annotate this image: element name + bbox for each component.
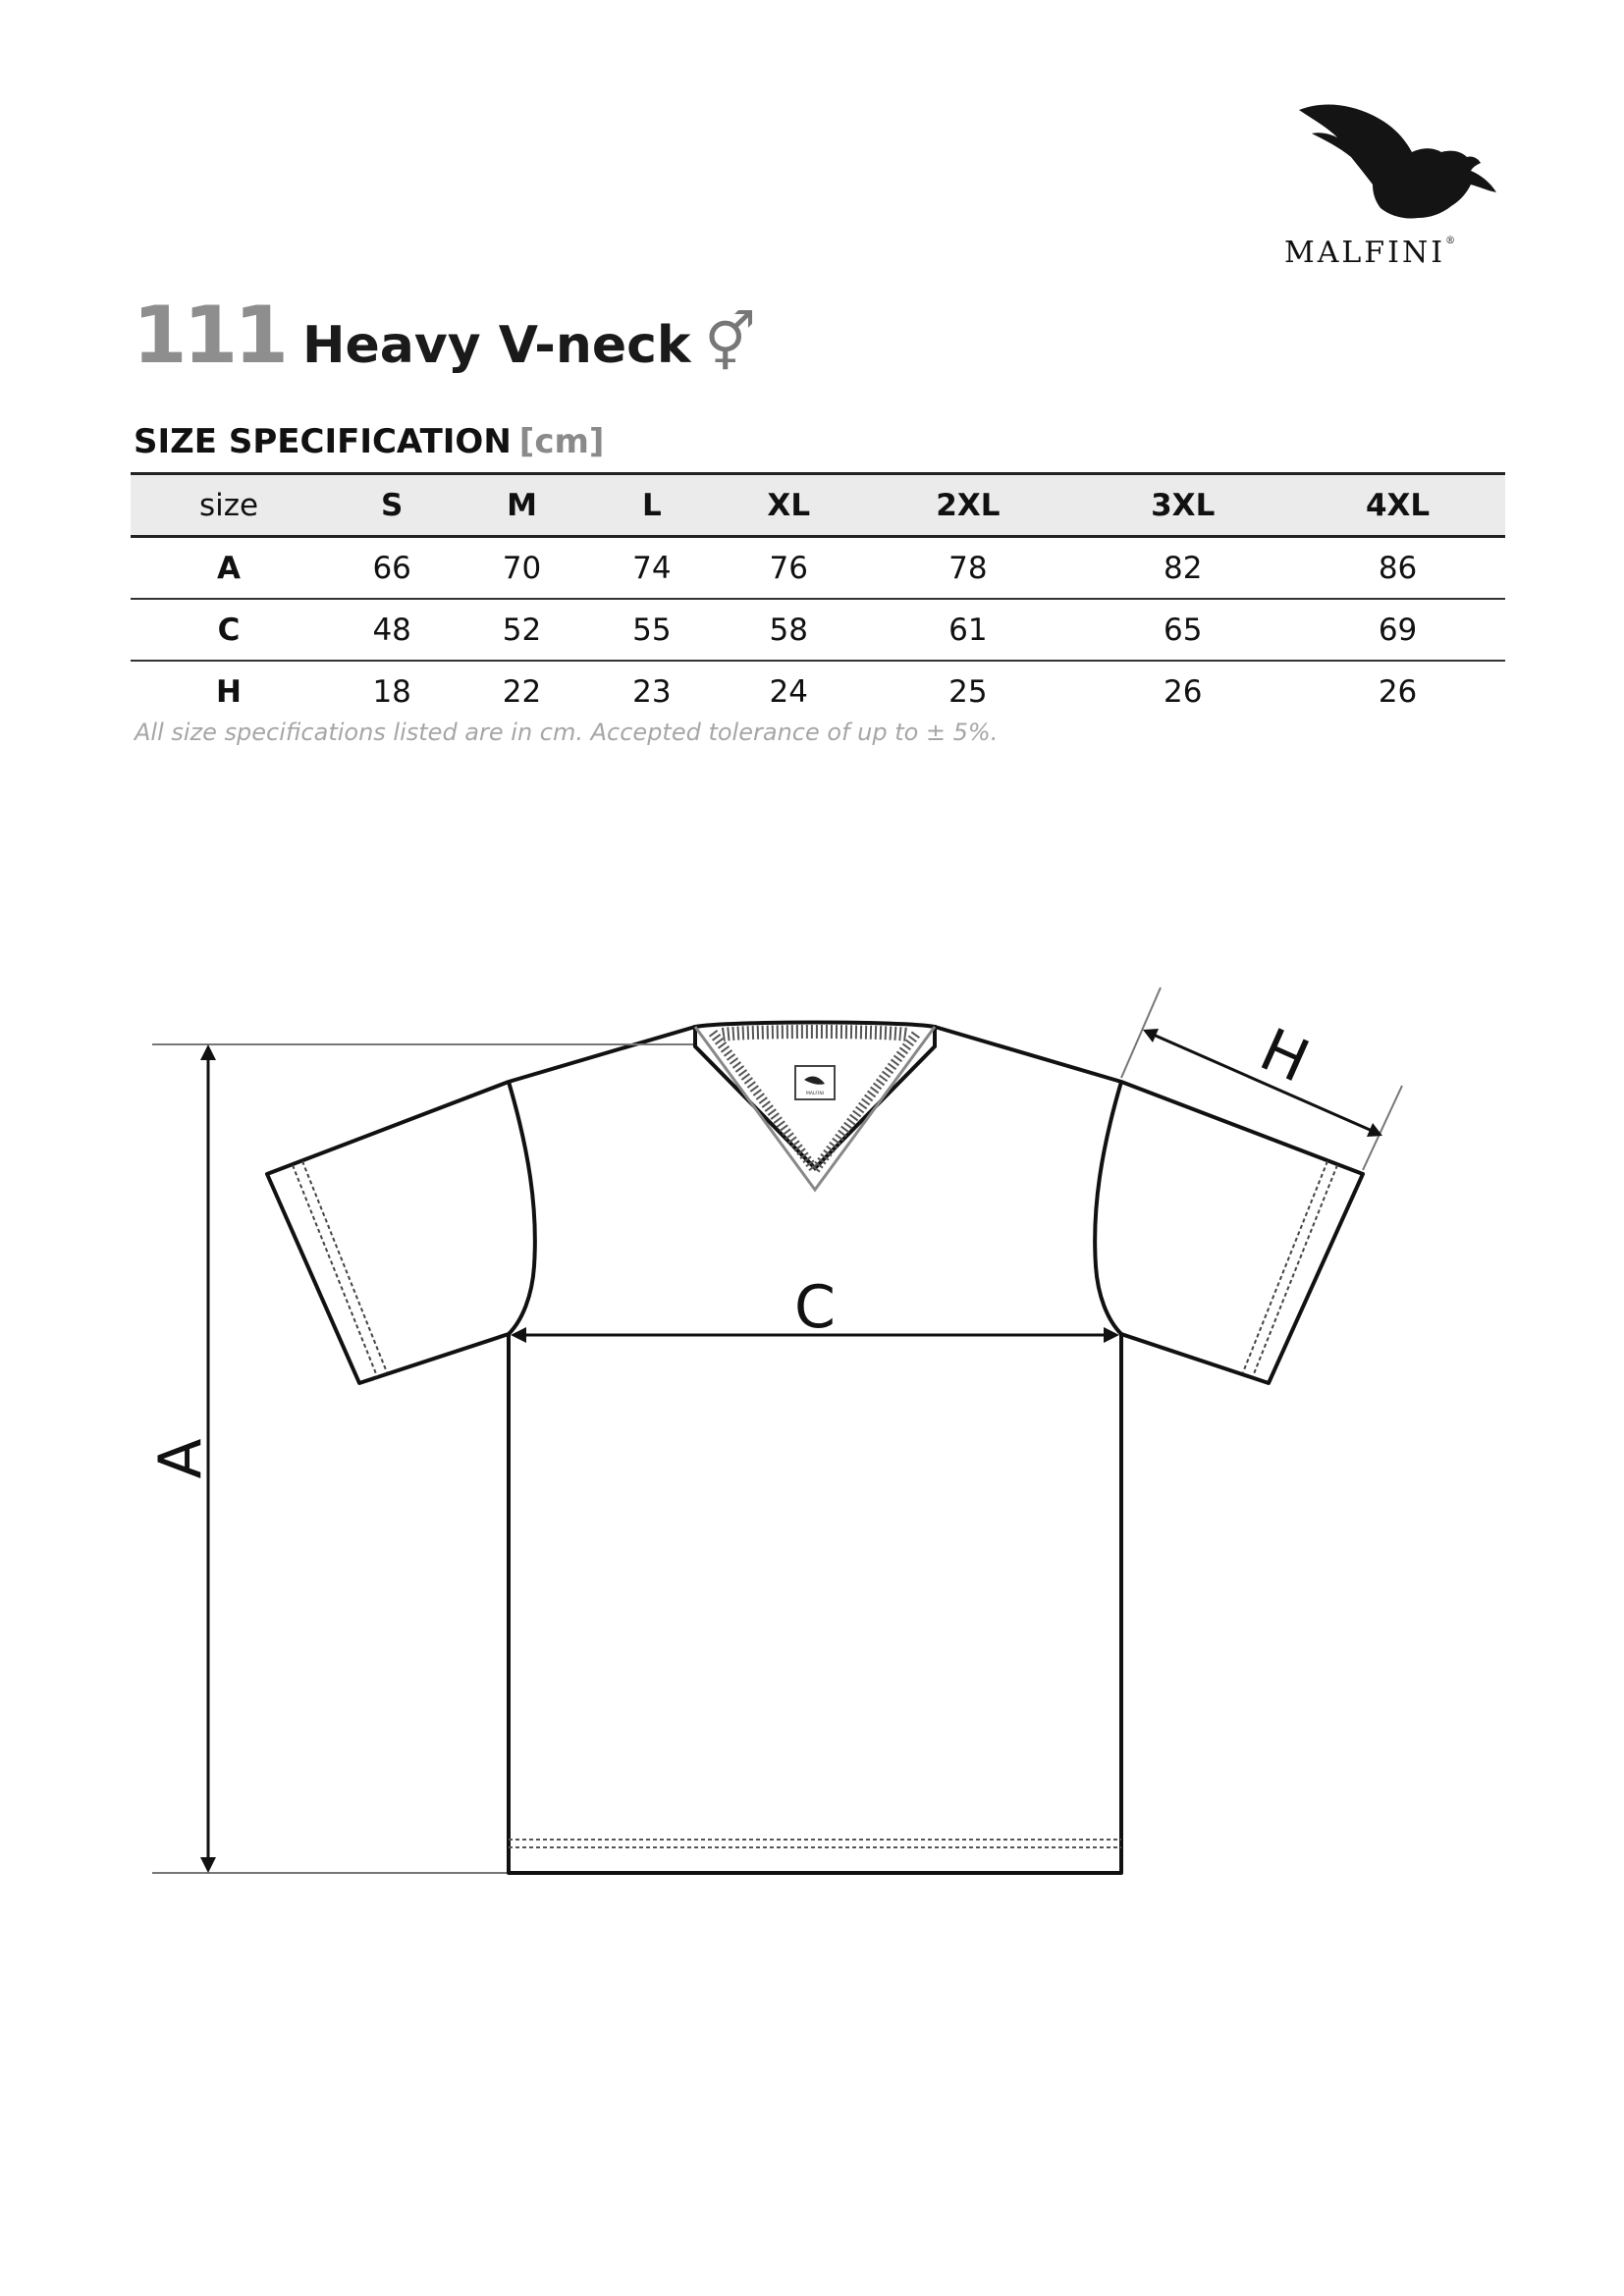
row-label: H — [216, 673, 242, 710]
table-cell: 70 — [502, 550, 542, 586]
header-cell: 3XL — [1151, 487, 1216, 523]
row-label: C — [217, 612, 241, 648]
header-cell: 4XL — [1365, 487, 1431, 523]
table-cell: 55 — [632, 612, 672, 648]
row-label: A — [217, 550, 241, 586]
table-cell: 18 — [372, 673, 411, 710]
table-cell: 66 — [372, 550, 411, 586]
neck-tag — [795, 1066, 835, 1099]
measurement-a — [146, 1044, 693, 1873]
table-cell: 22 — [502, 673, 542, 710]
header-cell: M — [507, 487, 537, 523]
header-cell: 2XL — [936, 487, 1001, 523]
product-number: 111 — [133, 290, 285, 381]
product-name: Heavy V-neck — [302, 316, 691, 375]
brand-name: MALFINI® — [1284, 236, 1456, 270]
spec-unit: [cm] — [518, 422, 605, 461]
table-cell: 24 — [769, 673, 808, 710]
table-cell: 26 — [1378, 673, 1418, 710]
table-cell: 52 — [502, 612, 542, 648]
tolerance-note: All size specifications listed are in cm. Accepted tolerance of up to ± 5%. — [135, 719, 999, 746]
table-cell: 82 — [1163, 550, 1203, 586]
table-cell: 69 — [1378, 612, 1418, 648]
table-cell: 76 — [769, 550, 808, 586]
table-cell: 25 — [948, 673, 988, 710]
header-cell: size — [198, 487, 259, 523]
bottom-hem-stitching — [509, 1840, 1121, 1847]
table-cell: 61 — [948, 612, 988, 648]
table-cell: 58 — [769, 612, 808, 648]
table-cell: 78 — [948, 550, 988, 586]
label-h: H — [1250, 1015, 1319, 1096]
header-cell: S — [381, 487, 404, 523]
label-c: C — [794, 1273, 836, 1342]
table-cell: 48 — [372, 612, 411, 648]
measurement-c — [511, 1273, 1119, 1343]
header-cell: L — [641, 487, 662, 523]
label-a: A — [146, 1438, 215, 1479]
table-cell: 74 — [632, 550, 672, 586]
spec-heading-text: SIZE SPECIFICATION — [134, 422, 512, 461]
measurement-h — [1121, 988, 1402, 1170]
sleeve-hem-stitching — [293, 1161, 1337, 1376]
table-cell: 26 — [1163, 673, 1203, 710]
tag-text: MALFINI — [805, 1092, 825, 1096]
header-cell: XL — [767, 487, 811, 523]
table-cell: 65 — [1163, 612, 1203, 648]
v-neck-collar — [695, 1023, 935, 1191]
table-cell: 23 — [632, 673, 672, 710]
unisex-icon: ⚥ — [704, 309, 756, 376]
table-cell: 86 — [1378, 550, 1418, 586]
